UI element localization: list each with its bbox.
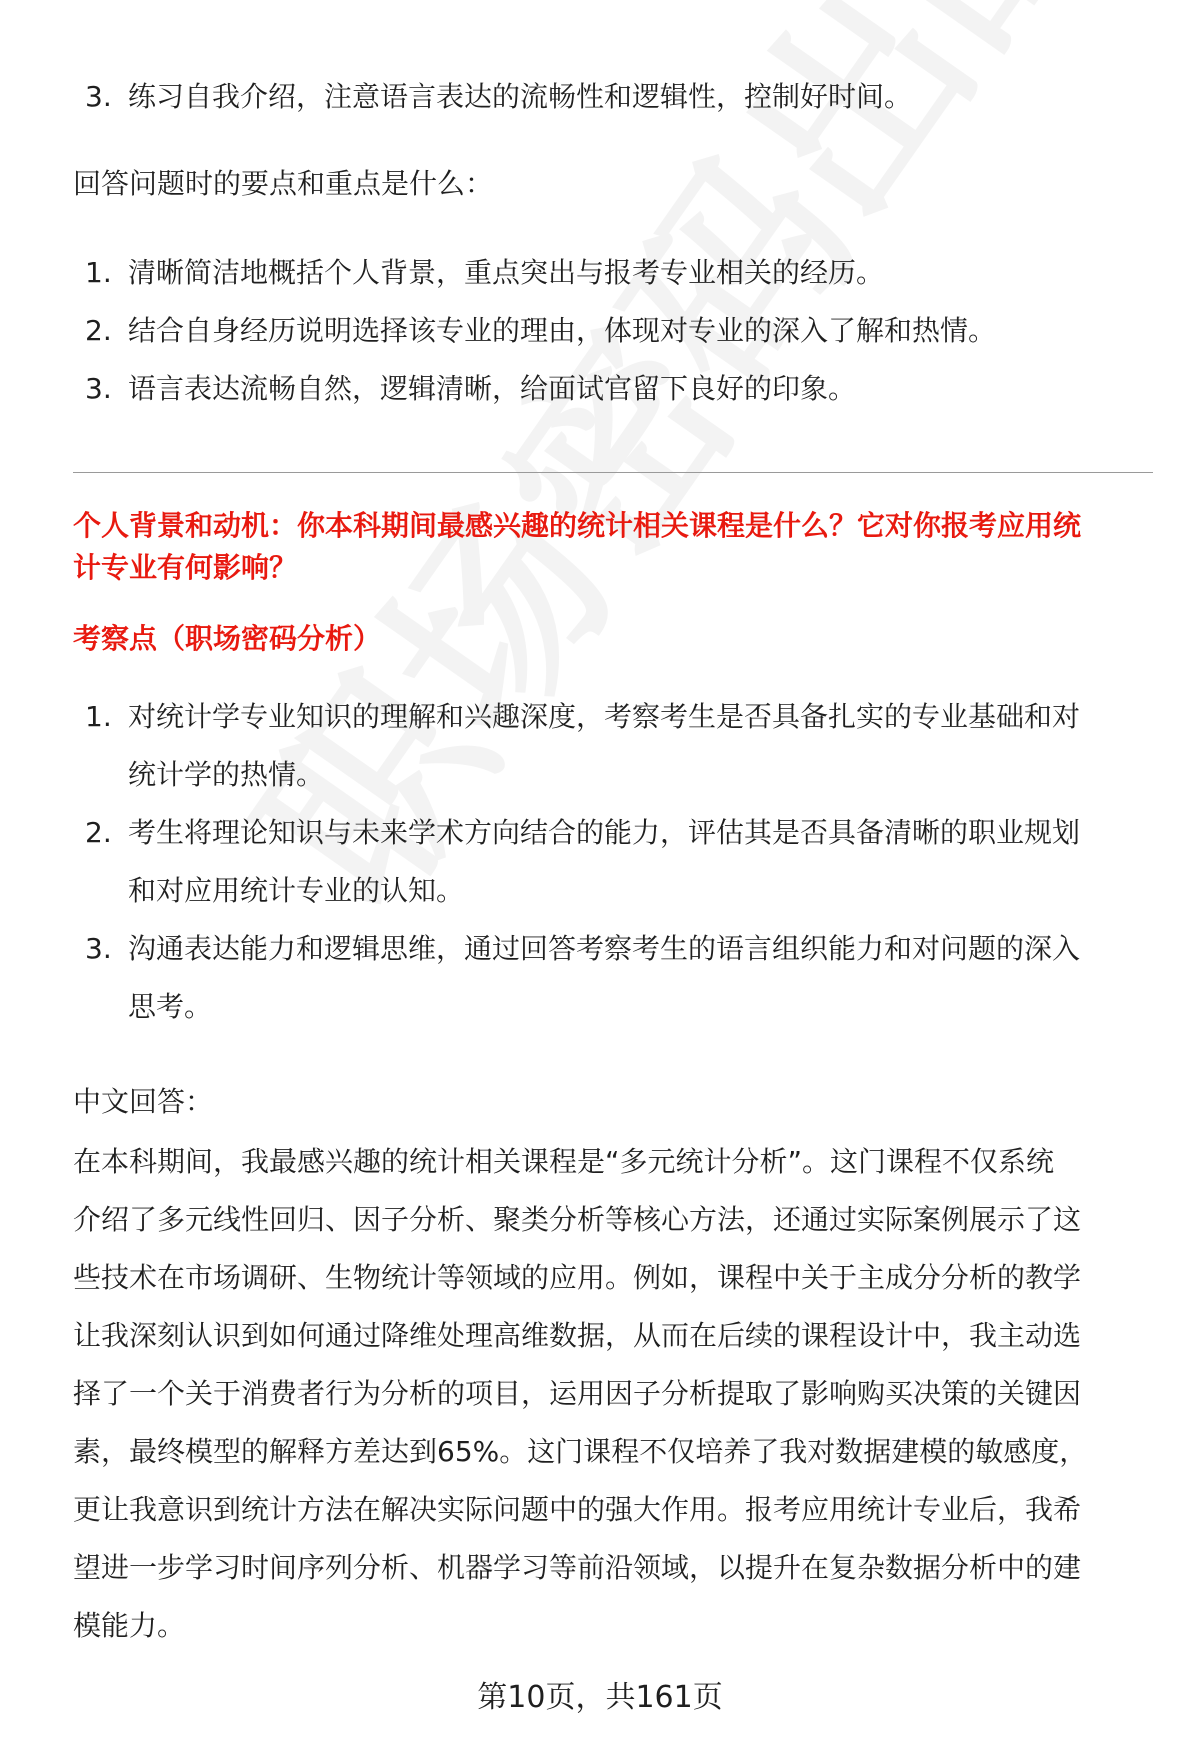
- list-number: 2.: [85, 816, 112, 849]
- key-points-heading: 回答问题时的要点和重点是什么：: [73, 167, 494, 200]
- answer-body: [73, 1133, 1153, 1655]
- list-number: 1.: [85, 700, 112, 733]
- answer-line: 些技术在市场调研、生物统计等领域的应用。例如，课程中关于主成分分析的教学: [73, 1261, 1082, 1294]
- answer-line: 在本科期间，我最感兴趣的统计相关课程是“多元统计分析”。这门课程不仅系统: [73, 1145, 1055, 1178]
- section-divider: [73, 472, 1153, 473]
- list-text: 清晰简洁地概括个人背景，重点突出与报考专业相关的经历。: [128, 256, 885, 289]
- list-text: 考生将理论知识与未来学术方向结合的能力，评估其是否具备清晰的职业规划: [128, 816, 1081, 849]
- answer-line: 让我深刻认识到如何通过降维处理高维数据，从而在后续的课程设计中，我主动选: [73, 1319, 1082, 1352]
- answer-heading: 中文回答：: [73, 1085, 214, 1118]
- interview-question: [73, 505, 1153, 589]
- list-number: 3.: [85, 932, 112, 965]
- list-text: 语言表达流畅自然，逻辑清晰，给面试官留下良好的印象。: [128, 372, 857, 405]
- list-item: [73, 360, 1153, 418]
- question-line: 个人背景和动机：你本科期间最感兴趣的统计相关课程是什么？它对你报考应用统: [73, 509, 1082, 542]
- answer-line: 更让我意识到统计方法在解决实际问题中的强大作用。报考应用统计专业后，我希: [73, 1493, 1082, 1526]
- list-text-continued: 思考。: [128, 990, 213, 1023]
- answer-line: 模能力。: [73, 1609, 186, 1642]
- list-text-continued: 和对应用统计专业的认知。: [128, 874, 465, 907]
- list-item: [73, 688, 1153, 804]
- answer-line: 素，最终模型的解释方差达到65%。这门课程不仅培养了我对数据建模的敏感度，: [73, 1435, 1088, 1468]
- page-footer: 第10页，共161页: [477, 1680, 723, 1715]
- list-item: [73, 920, 1153, 1036]
- list-text: 结合自身经历说明选择该专业的理由，体现对专业的深入了解和热情。: [128, 314, 997, 347]
- question-line: 计专业有何影响？: [73, 551, 298, 584]
- key-points-list: [73, 244, 1153, 418]
- list-item: [73, 244, 1153, 302]
- prep-list: [73, 68, 1153, 126]
- answer-line: 择了一个关于消费者行为分析的项目，运用因子分析提取了影响购买决策的关键因: [73, 1377, 1082, 1410]
- list-text: 沟通表达能力和逻辑思维，通过回答考察考生的语言组织能力和对问题的深入: [128, 932, 1081, 965]
- assessment-heading: 考察点（职场密码分析）: [73, 622, 382, 655]
- list-number: 1.: [85, 256, 112, 289]
- answer-line: 望进一步学习时间序列分析、机器学习等前沿领域，以提升在复杂数据分析中的建: [73, 1551, 1082, 1584]
- list-number: 3.: [85, 80, 112, 113]
- list-number: 2.: [85, 314, 112, 347]
- assessment-list: [73, 688, 1153, 1036]
- list-item: [73, 68, 1153, 126]
- list-text-continued: 统计学的热情。: [128, 758, 325, 791]
- list-text: 练习自我介绍，注意语言表达的流畅性和逻辑性，控制好时间。: [128, 80, 913, 113]
- answer-line: 介绍了多元线性回归、因子分析、聚类分析等核心方法，还通过实际案例展示了这: [73, 1203, 1082, 1236]
- list-item: [73, 302, 1153, 360]
- list-number: 3.: [85, 372, 112, 405]
- list-text: 对统计学专业知识的理解和兴趣深度，考察考生是否具备扎实的专业基础和对: [128, 700, 1081, 733]
- list-item: [73, 804, 1153, 920]
